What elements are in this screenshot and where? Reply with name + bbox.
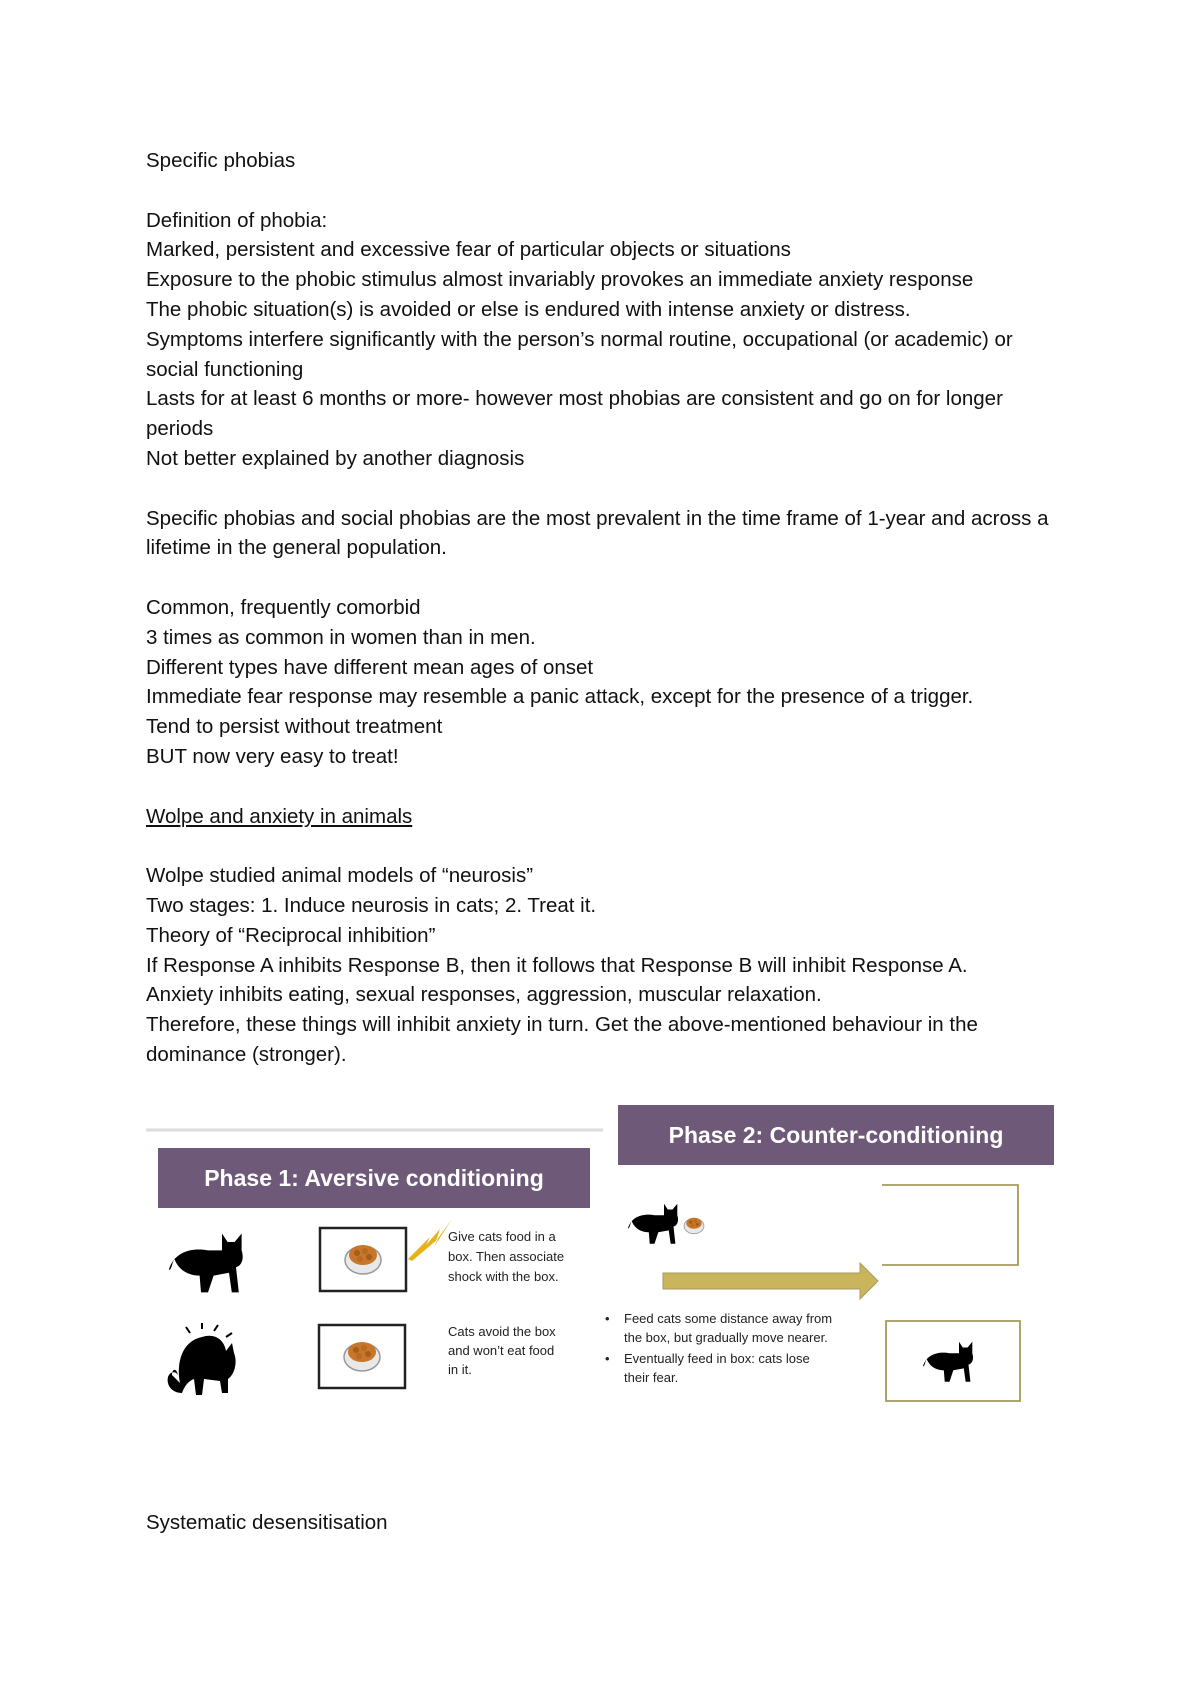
cat-icon: [169, 1234, 243, 1293]
food-bowl-icon: [684, 1218, 704, 1234]
cat-icon: [628, 1204, 678, 1244]
section-heading: Systematic desensitisation: [146, 1511, 388, 1534]
fact-line: Different types have different mean ages of onset: [146, 655, 594, 679]
phase2-bullets: • Feed cats some distance away from the box, but gradually move nearer. • Eventually feed in box: cats lose their fear.: [605, 1311, 833, 1385]
fact-line: Tend to persist without treatment: [146, 715, 443, 739]
fact-line: 3 times as common in women than in men.: [146, 625, 536, 649]
conditioning-figure: [140, 1095, 1060, 1415]
arrow-icon: [663, 1263, 878, 1299]
box-outline: [882, 1185, 1018, 1265]
definition-line: Exposure to the phobic stimulus almost invariably provokes an immediate anxiety response: [146, 268, 974, 292]
food-bowl-icon: [344, 1342, 380, 1371]
fact-line: Common, frequently comorbid: [146, 595, 421, 619]
wolpe-heading: Wolpe and anxiety in animals: [146, 804, 413, 828]
phase2-title: Phase 2: Counter-conditioning: [668, 1122, 1004, 1148]
fact-line: BUT now very easy to treat!: [146, 744, 399, 768]
food-bowl-icon: [345, 1245, 381, 1274]
definition-heading: Definition of phobia:: [146, 208, 328, 232]
definition-line: Symptoms interfere significantly with the person’s normal routine, occupational (or academic) or social functioning: [146, 327, 1013, 381]
phase1-title: Phase 1: Aversive conditioning: [204, 1165, 544, 1191]
wolpe-line: If Response A inhibits Response B, then it follows that Response B will inhibit Response A.: [146, 953, 968, 977]
scared-cat-icon: [168, 1323, 236, 1395]
wolpe-line: Anxiety inhibits eating, sexual responses, aggression, muscular relaxation.: [146, 983, 822, 1007]
definition-line: Marked, persistent and excessive fear of particular objects or situations: [146, 238, 791, 262]
conditioning-diagram: [140, 1095, 1060, 1415]
phase1-step1-text: Give cats food in a box. Then associate shock with the box.: [448, 1229, 565, 1284]
definition-line: The phobic situation(s) is avoided or else is endured with intense anxiety or distress.: [146, 297, 911, 321]
prevalence-paragraph: Specific phobias and social phobias are the most prevalent in the time frame of 1-year and across a lifetime in the general population.: [146, 506, 1049, 560]
page-title: Specific phobias: [146, 149, 296, 172]
wolpe-line: Theory of “Reciprocal inhibition”: [146, 923, 436, 947]
phase1-step2-text: Cats avoid the box and won’t eat food in it.: [448, 1324, 556, 1377]
lightning-icon: [408, 1219, 452, 1261]
definition-line: Lasts for at least 6 months or more- however most phobias are consistent and go on for longer periods: [146, 387, 1003, 441]
wolpe-line: Two stages: 1. Induce neurosis in cats; 2. Treat it.: [146, 893, 597, 917]
wolpe-line: Therefore, these things will inhibit anxiety in turn. Get the above-mentioned behaviour in the dominance (stronger).: [146, 1013, 978, 1066]
wolpe-line: Wolpe studied animal models of “neurosis”: [146, 864, 534, 888]
fact-line: Immediate fear response may resemble a panic attack, except for the presence of a trigger.: [146, 685, 974, 709]
definition-line: Not better explained by another diagnosis: [146, 446, 525, 470]
notes-text: [146, 146, 1066, 1070]
